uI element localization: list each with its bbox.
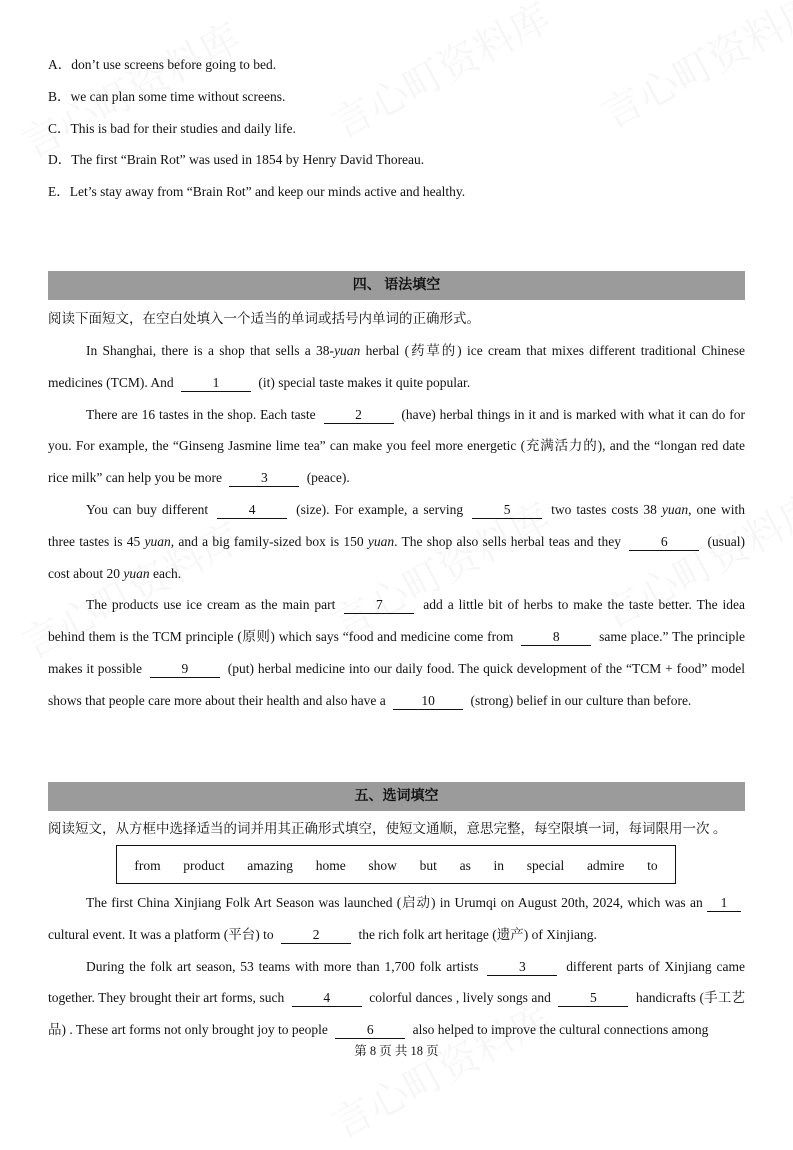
s5-blank-6[interactable]: 6 [335, 1022, 405, 1039]
option-e: E．Let’s stay away from “Brain Rot” and keep our minds active and healthy. [48, 184, 466, 199]
blank-6[interactable]: 6 [629, 534, 699, 551]
passage-paragraph: In Shanghai, there is a shop that sells a 38-yuan herbal (药草的) ice cream that mixes different traditional Chinese medicines (TCM). And 1 (it) special taste makes it quite popular. [48, 343, 746, 390]
section-5-passage [48, 887, 745, 1046]
section-4-instruction: 阅读下面短文，在空白处填入一个适当的单词或括号内单词的正确形式。 [48, 311, 480, 326]
passage-paragraph: During the folk art season, 53 teams with more than 1,700 folk artists 3 different parts of Xinjiang came together. They brought their art forms, such 4 colorful dances , lively songs and 5 handicrafts (手工艺品) . These art forms not only brought joy to people 6 also helped to improve the cultural connections among [48, 958, 745, 1038]
option-b: B．we can plan some time without screens. [48, 89, 286, 104]
s5-blank-2[interactable]: 2 [281, 927, 351, 944]
blank-5[interactable]: 5 [472, 502, 542, 519]
word-option: special [526, 858, 565, 873]
passage-paragraph: You can buy different 4 (size). For example, a serving 5 two tastes costs 38 yuan, one with three tastes is 45 yuan, and a big family-sized box is 150 yuan. The shop also sells herbal teas and they 6 (usual) cost about 20 yuan each. [48, 501, 745, 581]
word-option: as [459, 858, 471, 873]
word-option: admire [586, 858, 625, 873]
watermark [321, 0, 560, 150]
page-footer: 第 8 页 共 18 页 [354, 1044, 439, 1058]
blank-10[interactable]: 10 [393, 693, 463, 710]
s5-blank-5[interactable]: 5 [558, 990, 628, 1007]
passage-paragraph: The products use ice cream as the main part 7 add a little bit of herbs to make the taste better. The idea behind them is the TCM principle (原则) which says “food and medicine come from 8 same place.” The principle makes it possible 9 (put) herbal medicine into our daily food. The quick development of the “TCM + food” model shows that people care more about their health and also have a 10 (strong) belief in our culture than before. [48, 597, 746, 708]
blank-4[interactable]: 4 [217, 502, 287, 519]
blank-9[interactable]: 9 [150, 661, 220, 678]
section-5-instruction: 阅读短文，从方框中选择适当的词并用其正确形式填空，使短文通顺，意思完整，每空限填一词，每词限用一次 。 [48, 821, 727, 836]
word-option: show [368, 858, 397, 873]
option-c: C．This is bad for their studies and daily life. [48, 121, 296, 136]
s5-blank-4[interactable]: 4 [292, 990, 362, 1007]
blank-8[interactable]: 8 [521, 629, 591, 646]
word-option: amazing [247, 858, 293, 873]
blank-7[interactable]: 7 [344, 597, 414, 614]
word-option: but [419, 858, 437, 873]
word-option: to [647, 858, 658, 873]
s5-blank-3[interactable]: 3 [487, 959, 557, 976]
blank-3[interactable]: 3 [229, 470, 299, 487]
word-option: home [315, 858, 346, 873]
word-option: in [493, 858, 505, 873]
passage-paragraph: There are 16 tastes in the shop. Each taste 2 (have) herbal things in it and is marked with what it can do for you. For example, the “Ginseng Jasmine lime tea” can make you feel more energetic (充满活力的), and the “longan red date rice milk” can help you be more 3 (peace). [48, 406, 745, 486]
section-4-passage [48, 335, 745, 717]
passage-paragraph: The first China Xinjiang Folk Art Season was launched (启动) in Urumqi on August 20th, 2024, which was an 1 cultural event. It was a platform (平台) to 2 the rich folk art heritage (遗产) of Xinjiang. [48, 887, 745, 951]
blank-1[interactable]: 1 [181, 375, 251, 392]
option-d: D．The first “Brain Rot” was used in 1854 by Henry David Thoreau. [48, 152, 425, 167]
watermark [591, 0, 793, 140]
word-box [116, 845, 676, 884]
s5-blank-1[interactable]: 1 [707, 895, 741, 912]
word-option: product [183, 858, 225, 873]
word-option: from [134, 858, 161, 873]
option-a: A．don’t use screens before going to bed. [48, 57, 277, 72]
section-4-header: 四、 语法填空 [48, 271, 745, 300]
section-5-header: 五、选词填空 [48, 782, 745, 811]
blank-2[interactable]: 2 [324, 407, 394, 424]
